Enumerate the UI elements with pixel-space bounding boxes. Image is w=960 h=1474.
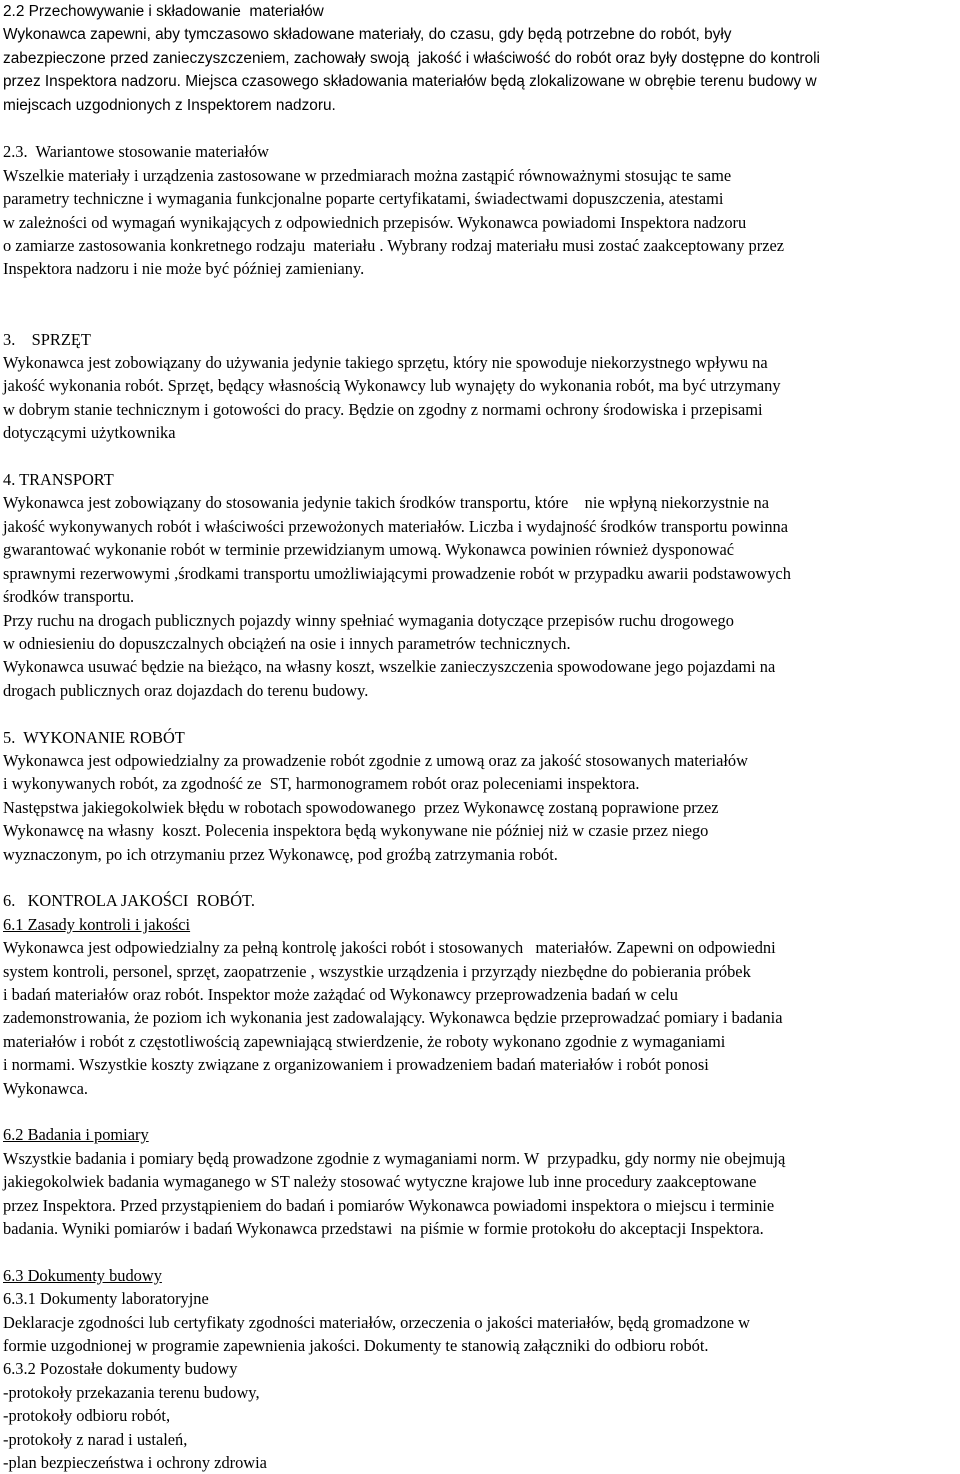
text-line: w dobrym stanie technicznym i gotowości do pracy. Będzie on zgodny z normami ochrony środowiska i przepisami: [3, 399, 763, 419]
list-item: -plan bezpieczeństwa i ochrony zdrowia: [3, 1453, 267, 1473]
text-line: formie uzgodnionej w programie zapewnienia jakości. Dokumenty te stanowią załączniki do odbioru robót.: [3, 1336, 709, 1356]
text-line: Wykonawca jest zobowiązany do stosowania jedynie takich środków transportu, które nie wpłyną niekorzystnie na: [3, 493, 769, 513]
text-line: materiałów i robót z częstotliwością zapewniającą stwierdzenie, że roboty wykonano zgodnie z wymaganiami: [3, 1031, 726, 1051]
text-line: gwarantować wykonanie robót w terminie przewidzianym umową. Wykonawca powinien również dysponować: [3, 540, 735, 560]
section-2-3: [3, 140, 957, 280]
section-6-2: [3, 1123, 957, 1240]
text-line: Następstwa jakiegokolwiek błędu w robotach spowodowanego przez Wykonawcę zostaną poprawione przez: [3, 797, 719, 817]
text-line: parametry techniczne i wymagania funkcjonalne poparte certyfikatami, świadectwami dopuszczenia, atestami: [3, 189, 724, 209]
text-line: Wykonawca usuwać będzie na bieżąco, na własny koszt, wszelkie zanieczyszczenia spowodowane jego pojazdami na: [3, 657, 776, 677]
section-3: [3, 328, 957, 445]
text-line: Wykonawca jest odpowiedzialny za pełną kontrolę jakości robót i stosowanych materiałów. Zapewni on odpowiedni: [3, 938, 776, 958]
section-2-2-heading: 2.2 Przechowywanie i składowanie materiałów: [3, 3, 324, 20]
section-2-2: [3, 0, 957, 117]
section-6-3-1-heading: 6.3.1 Dokumenty laboratoryjne: [3, 1289, 209, 1309]
text-line: Wykonawca zapewni, aby tymczasowo składowane materiały, do czasu, gdy będą potrzebne do robót, były: [3, 26, 732, 44]
text-line: drogach publicznych oraz dojazdach do terenu budowy.: [3, 680, 369, 700]
section-4-heading: 4. TRANSPORT: [3, 470, 114, 490]
text-line: Przy ruchu na drogach publicznych pojazdy winny spełniać wymagania dotyczące przepisów ruchu drogowego: [3, 610, 734, 630]
section-6-3-2: [3, 1357, 957, 1474]
text-line: jakość wykonywanych robót i właściwości przewożonych materiałów. Liczba i wydajność środków transportu powinna: [3, 516, 789, 536]
text-line: i normami. Wszystkie koszty związane z organizowaniem i prowadzeniem badań materiałów i robót ponosi: [3, 1055, 709, 1075]
text-line: i wykonywanych robót, za zgodność ze ST, harmonogramem robót oraz poleceniami inspektora.: [3, 774, 640, 794]
text-line: jakość wykonania robót. Sprzęt, będący własnością Wykonawcy lub wynajęty do wykonania robót, ma być utrzymany: [3, 376, 781, 396]
list-item: -protokoły przekazania terenu budowy,: [3, 1382, 260, 1402]
text-line: Wykonawcę na własny koszt. Polecenia inspektora będą wykonywane nie później niż w czasie przez niego: [3, 821, 709, 841]
list-item: -protokoły odbioru robót,: [3, 1406, 171, 1426]
text-line: miejscach uzgodnionych z Inspektorem nadzoru.: [3, 96, 336, 114]
section-6-heading: 6. KONTROLA JAKOŚCI ROBÓT.: [3, 891, 255, 911]
text-line: o zamiarze zastosowania konkretnego rodzaju materiału . Wybrany rodzaj materiału musi zostać zaakceptowany przez: [3, 236, 785, 256]
text-line: przez Inspektora nadzoru. Miejsca czasowego składowania materiałów będą zlokalizowane w obrębie terenu budowy w: [3, 73, 817, 91]
section-6: [3, 889, 957, 1474]
section-6-1: [3, 913, 957, 1100]
text-line: w zależności od wymagań wynikających z odpowiednich przepisów. Wykonawca powiadomi Inspektora nadzoru: [3, 212, 747, 232]
section-6-3-1: [3, 1287, 957, 1357]
text-line: w odniesieniu do dopuszczalnych obciążeń na osie i innych parametrów technicznych.: [3, 633, 571, 653]
text-line: Wszelkie materiały i urządzenia zastosowane w przedmiarach można zastąpić równoważnymi stosując te same: [3, 165, 732, 185]
section-6-3-2-heading: 6.3.2 Pozostałe dokumenty budowy: [3, 1359, 238, 1379]
text-line: i badań materiałów oraz robót. Inspektor może zażądać od Wykonawcy przeprowadzenia badań w celu: [3, 984, 678, 1004]
text-line: wyznaczonym, po ich otrzymaniu przez Wykonawcę, pod groźbą zatrzymania robót.: [3, 844, 558, 864]
text-line: jakiegokolwiek badania wymaganego w ST należy stosować wytyczne krajowe lub inne procedury zaakceptowane: [3, 1172, 757, 1192]
list-item: -protokoły z narad i ustaleń,: [3, 1429, 188, 1449]
section-2-3-heading: 2.3. Wariantowe stosowanie materiałów: [3, 142, 270, 162]
text-line: dotyczącymi użytkownika: [3, 423, 176, 443]
text-line: system kontroli, personel, sprzęt, zaopatrzenie , wszystkie urządzenia i przyrządy niezbędne do pobierania próbek: [3, 961, 751, 981]
text-line: Wykonawca jest zobowiązany do używania jedynie takiego sprzętu, który nie spowoduje niekorzystnego wpływu na: [3, 353, 768, 373]
text-line: środków transportu.: [3, 587, 135, 607]
section-6-1-heading: 6.1 Zasady kontroli i jakości: [3, 914, 191, 934]
text-line: Deklaracje zgodności lub certyfikaty zgodności materiałów, orzeczenia o jakości materiałów, będą gromadzone w: [3, 1312, 750, 1332]
text-line: Inspektora nadzoru i nie może być później zamieniany.: [3, 259, 365, 279]
section-4: [3, 468, 957, 702]
text-line: sprawnymi rezerwowymi ,środkami transportu umożliwiającymi prowadzenie robót w przypadku awarii podstawowych: [3, 563, 791, 583]
section-6-2-heading: 6.2 Badania i pomiary: [3, 1125, 149, 1145]
section-2-2-body: [3, 23, 957, 117]
section-3-heading: 3. SPRZĘT: [3, 329, 91, 349]
section-5-heading: 5. WYKONANIE ROBÓT: [3, 727, 185, 747]
text-line: badania. Wyniki pomiarów i badań Wykonawca przedstawi na piśmie w formie protokołu do akceptacji Inspektora.: [3, 1219, 764, 1239]
text-line: Wszystkie badania i pomiary będą prowadzone zgodnie z wymaganiami norm. W przypadku, gdy normy nie obejmują: [3, 1148, 786, 1168]
text-line: zabezpieczone przed zanieczyszczeniem, zachowały swoją jakość i właściwość do robót oraz były dostępne do kontroli: [3, 49, 820, 67]
document-page: [3, 0, 957, 1474]
section-5: [3, 726, 957, 866]
text-line: zademonstrowania, że poziom ich wykonania jest zadowalający. Wykonawca będzie przeprowadzać pomiary i badania: [3, 1008, 783, 1028]
section-6-3-heading: 6.3 Dokumenty budowy: [3, 1265, 162, 1285]
text-line: Wykonawca jest odpowiedzialny za prowadzenie robót zgodnie z umową oraz za jakość stosowanych materiałów: [3, 750, 748, 770]
text-line: Wykonawca.: [3, 1078, 89, 1098]
text-line: przez Inspektora. Przed przystąpieniem do badań i pomiarów Wykonawca powiadomi inspektora o miejscu i terminie: [3, 1195, 775, 1215]
section-6-3: [3, 1264, 957, 1474]
